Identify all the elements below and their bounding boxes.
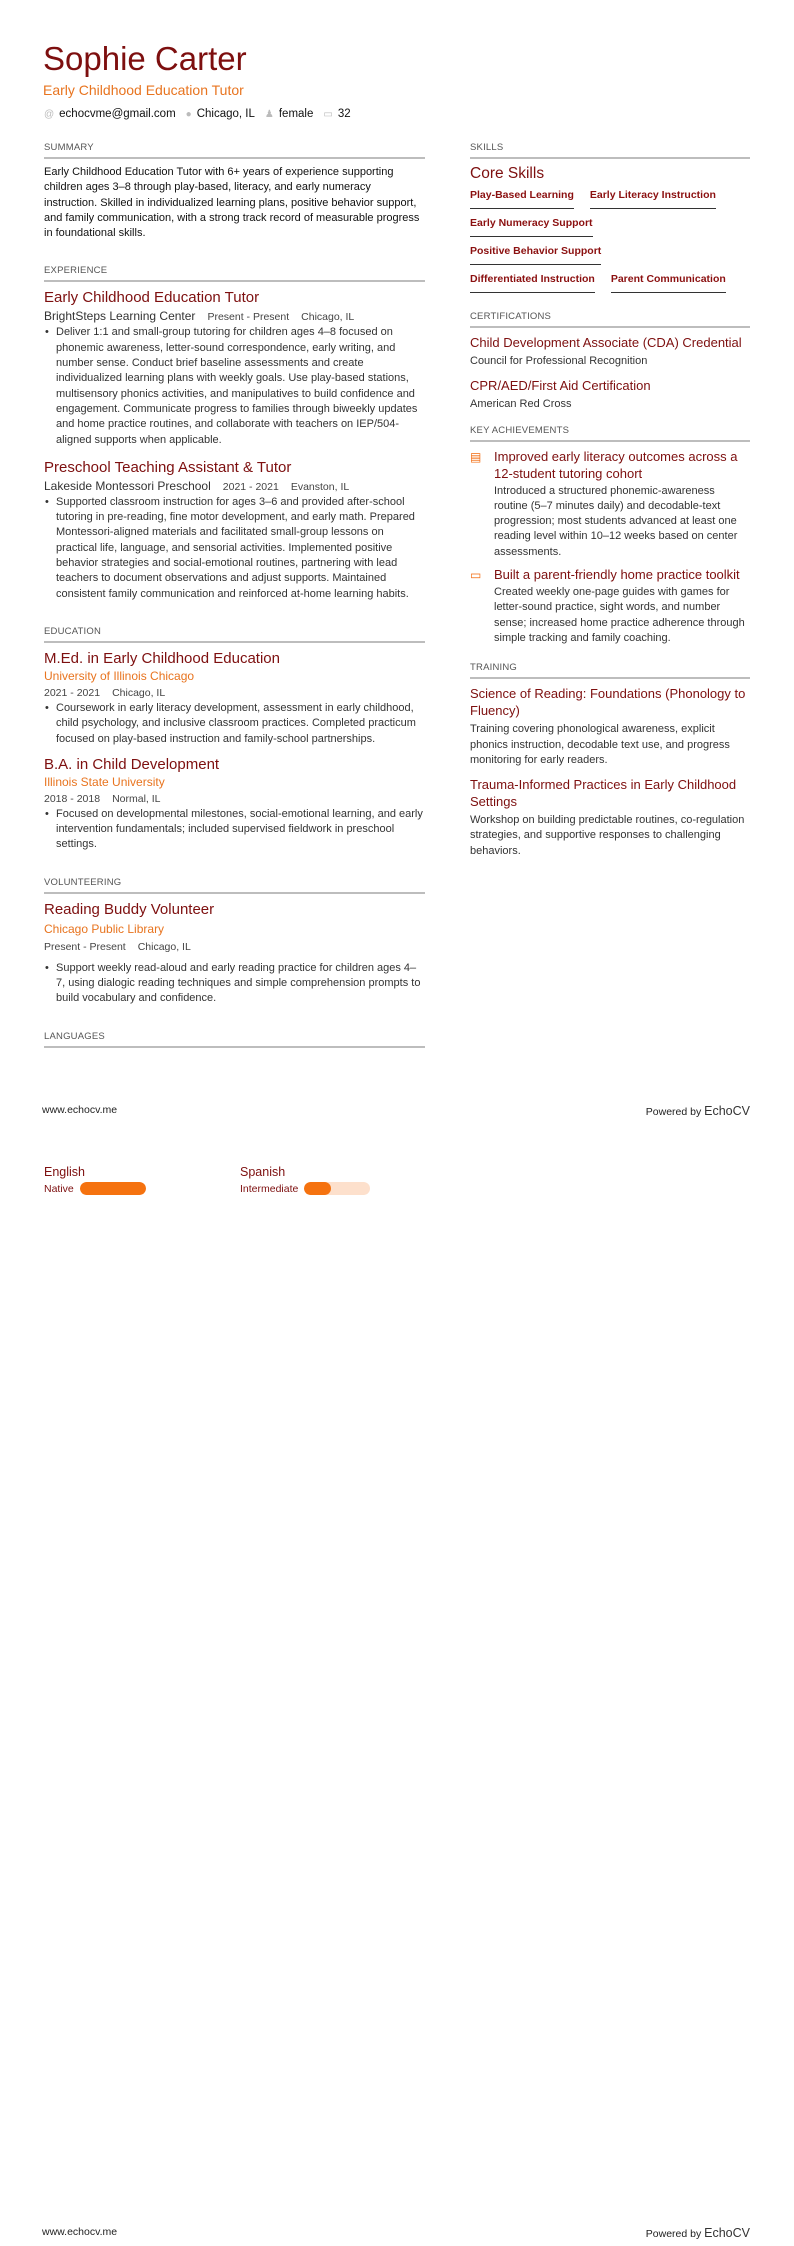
page-footer (42, 1104, 750, 1118)
contact-info (44, 108, 351, 120)
degree: M.Ed. in Early Childhood Education (44, 649, 280, 667)
language-bar (80, 1182, 146, 1195)
experience-item (44, 458, 425, 602)
certification-name: CPR/AED/First Aid Certification (470, 378, 651, 394)
location-pin-icon: ● (185, 109, 192, 120)
training-title: Trauma-Informed Practices in Early Childhood Settings (470, 777, 737, 810)
company: BrightSteps Learning Center (44, 309, 196, 324)
volunteer-org: Chicago Public Library (44, 921, 165, 936)
left-column (44, 142, 425, 1054)
brand-logo: EchoCV (704, 1104, 750, 1118)
certification-issuer: Council for Professional Recognition (470, 355, 648, 367)
education-item (44, 755, 425, 853)
experience-item (44, 288, 425, 447)
languages-list (44, 1165, 436, 1195)
school-location: Chicago, IL (112, 686, 166, 699)
training-heading: TRAINING (470, 662, 750, 679)
person-icon: ♟ (264, 109, 274, 120)
monitor-icon: ▭ (470, 568, 482, 583)
dates: 2018 - 2018 (44, 792, 101, 805)
certifications-heading: CERTIFICATIONS (470, 311, 750, 328)
job-bullet: • Deliver 1:1 and small-group tutoring for children ages 4–8 focused on phonemic awareness, letter-sound correspondence, early writing, and number sense. Conduct brief baseline assessments and create individualized learning plans with weekly goals. Use play-based stations, multisensory phonics activities, and manipulatives to build confidence and engagement. Communicate progress to families through biweekly updates and home practice routines, and collaborate with teachers on IEP/504-aligned supports when applicable. (44, 325, 425, 447)
achievement-item (470, 566, 750, 646)
candidate-name: Sophie Carter (43, 40, 247, 77)
languages-heading: LANGUAGES (44, 1031, 425, 1048)
achievement-desc: Introduced a structured phonemic-awareness routine (5–7 minutes daily) and decodable-text progression; most students advanced at least one reading level within 10–12 weeks based on center assessments. (494, 484, 738, 558)
language-item (240, 1165, 436, 1195)
school: University of Illinois Chicago (44, 668, 195, 683)
training-desc: Workshop on building predictable routines, co-regulation strategies, and supportive responses to challenging behaviors. (470, 814, 745, 857)
school-location: Normal, IL (112, 792, 161, 805)
volunteer-location: Chicago, IL (137, 940, 191, 953)
location: Chicago, IL (196, 108, 255, 120)
volunteer-title: Reading Buddy Volunteer (44, 900, 215, 918)
skill-tag: Early Numeracy Support (470, 215, 593, 237)
age: 32 (337, 108, 351, 120)
skill-tag: Parent Communication (611, 271, 726, 293)
summary-heading: SUMMARY (44, 142, 425, 159)
email: echocvme@gmail.com (59, 108, 176, 120)
summary-text: Early Childhood Education Tutor with 6+ years of experience supporting children ages 3–8 through play-based, literacy, and early numeracy instruction. Skilled in individualized learning plans, positive behavior support, and family communication, with a strong track record of measurable progress in foundational skills. (44, 166, 420, 240)
degree: B.A. in Child Development (44, 755, 220, 773)
job-title: Early Childhood Education Tutor (44, 289, 260, 307)
skill-tag: Play-Based Learning (470, 187, 574, 209)
achievement-title: Improved early literacy outcomes across a 12-student tutoring cohort (494, 448, 738, 481)
volunteering-heading: VOLUNTEERING (44, 877, 425, 894)
language-name: Spanish (240, 1165, 286, 1179)
skill-group-title: Core Skills (470, 165, 545, 182)
right-column (470, 142, 750, 867)
calendar-icon: ▭ (323, 109, 333, 120)
skill-tag: Differentiated Instruction (470, 271, 595, 293)
dates: Present - Present (207, 311, 290, 324)
skill-tag: Positive Behavior Support (470, 243, 601, 265)
candidate-title: Early Childhood Education Tutor (43, 82, 244, 98)
company: Lakeside Montessori Preschool (44, 478, 211, 493)
job-bullet: • Supported classroom instruction for ages 3–6 and provided after-school tutoring in pre-reading, fine motor development, and early math. Prepared Montessori-aligned materials and facilitated small-group lessons on practical life, language, and sensorial activities. Implemented positive behavior strategies and social-emotional routines, partnering with lead teachers to document observations and adjust supports. Maintained consistent family communication and reinforced at-home learning habits. (44, 495, 425, 602)
document-icon: ▤ (470, 449, 482, 464)
skill-tags (470, 187, 750, 299)
dates: Present - Present (44, 940, 126, 953)
language-item (44, 1165, 240, 1195)
achievement-title: Built a parent-friendly home practice toolkit (494, 567, 740, 583)
language-bar (304, 1182, 370, 1195)
achievements-heading: KEY ACHIEVEMENTS (470, 425, 750, 442)
at-icon: @ (44, 109, 55, 120)
gender: female (278, 108, 314, 120)
footer-site-link[interactable]: www.echocv.me (42, 1104, 118, 1116)
training-title: Science of Reading: Foundations (Phonology to Fluency) (470, 686, 746, 719)
achievement-desc: Created weekly one-page guides with games for letter-sound practice, sight words, and number sense; increased home practice adherence through simple tracking and family coaching. (494, 586, 745, 644)
job-title: Preschool Teaching Assistant & Tutor (44, 458, 292, 476)
skill-tag: Early Literacy Instruction (590, 187, 716, 209)
achievement-item (470, 448, 750, 560)
education-item (44, 649, 425, 747)
certification-issuer: American Red Cross (470, 398, 572, 411)
volunteer-bullet: • Support weekly read-aloud and early reading practice for children ages 4–7, using dialogic reading techniques and simple comprehension prompts to build vocabulary and confidence. (44, 961, 425, 1007)
language-name: English (44, 1165, 85, 1179)
language-level: Intermediate (240, 1182, 299, 1195)
job-location: Chicago, IL (301, 311, 355, 324)
brand-logo: EchoCV (704, 2226, 750, 2240)
dates: 2021 - 2021 (222, 480, 279, 493)
education-heading: EDUCATION (44, 626, 425, 643)
language-level: Native (44, 1182, 74, 1195)
page-footer-bottom (42, 2226, 750, 2240)
certification-name: Child Development Associate (CDA) Credential (470, 335, 742, 350)
experience-heading: EXPERIENCE (44, 265, 425, 282)
skills-heading: SKILLS (470, 142, 750, 159)
powered-by: Powered by (645, 1106, 702, 1118)
footer-site-link[interactable]: www.echocv.me (42, 2226, 118, 2238)
dates: 2021 - 2021 (44, 686, 101, 699)
powered-by: Powered by (645, 2228, 702, 2240)
education-bullet: • Coursework in early literacy development, assessment in early childhood, child psychology, and inclusive classroom practices. Completed practicum focused on play-based instruction and family-school partnerships. (44, 701, 425, 747)
job-location: Evanston, IL (290, 480, 350, 493)
school: Illinois State University (44, 774, 165, 789)
education-bullet: • Focused on developmental milestones, social-emotional learning, and early intervention fundamentals; included supervised fieldwork in preschool settings. (44, 807, 425, 853)
training-desc: Training covering phonological awareness, explicit phonics instruction, decodable text use, and progress monitoring for early readers. (470, 723, 730, 766)
